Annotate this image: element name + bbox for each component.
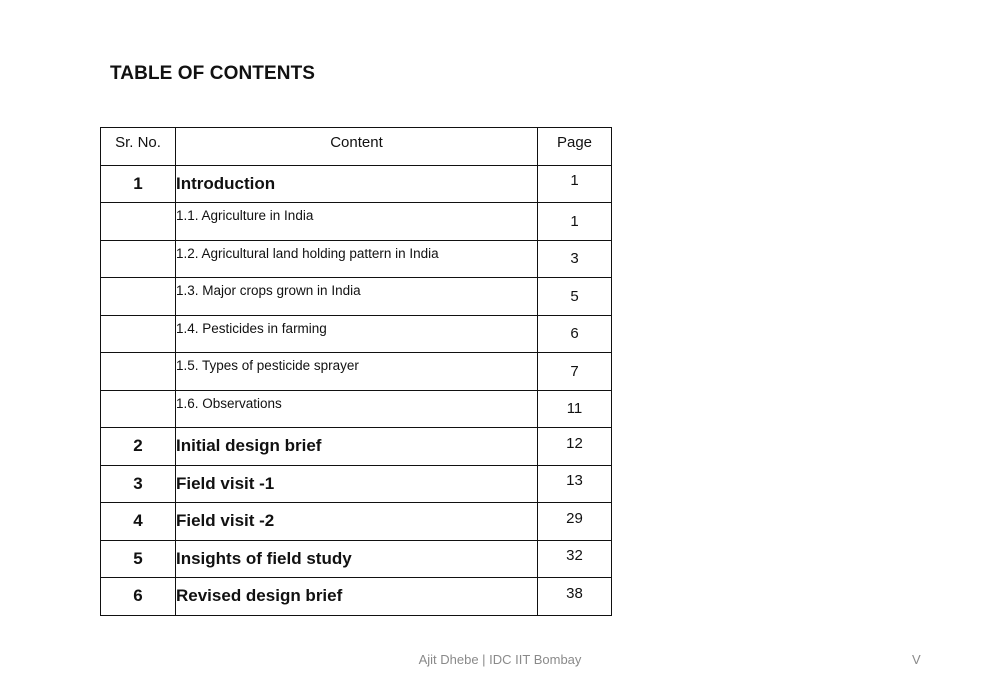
table-row: [101, 353, 612, 391]
table-row: [101, 390, 612, 428]
page-number-text: 3: [570, 250, 579, 268]
section-title: Field visit -1: [176, 473, 275, 493]
row-content-cell: [176, 428, 538, 466]
table-row: [101, 203, 612, 241]
row-sr-no: [101, 390, 176, 428]
table-row: [101, 240, 612, 278]
table-of-contents: [100, 127, 612, 616]
page-number-text: 5: [570, 287, 579, 305]
row-page-number: [538, 203, 612, 241]
header-sr-no: Sr. No.: [101, 128, 176, 166]
page-number-text: 13: [566, 472, 583, 490]
page-number-text: 32: [566, 547, 583, 565]
page-number-text: 1: [570, 212, 579, 230]
table-row: [101, 428, 612, 466]
row-page-number: [538, 165, 612, 203]
row-page-number: [538, 315, 612, 353]
subsection-title: 1.6. Observations: [176, 395, 282, 411]
header-content: Content: [176, 128, 538, 166]
subsection-title: 1.5. Types of pesticide sprayer: [176, 358, 359, 374]
row-content-cell: [176, 353, 538, 391]
row-page-number: [538, 540, 612, 578]
table-row: [101, 578, 612, 616]
row-sr-no: 1: [101, 165, 176, 203]
table-row: [101, 315, 612, 353]
subsection-title: 1.2. Agricultural land holding pattern in India: [176, 245, 439, 261]
row-content-cell: [176, 278, 538, 316]
row-page-number: [538, 428, 612, 466]
page-number-text: 6: [570, 325, 579, 343]
page-number-text: 1: [570, 172, 579, 190]
row-sr-no: [101, 315, 176, 353]
row-content-cell: [176, 578, 538, 616]
row-content-cell: [176, 503, 538, 541]
row-sr-no: 5: [101, 540, 176, 578]
table-row: [101, 165, 612, 203]
toc-body: [101, 165, 612, 615]
row-page-number: [538, 578, 612, 616]
page-number-text: 12: [566, 434, 583, 452]
table-header-row: [101, 128, 612, 166]
row-page-number: [538, 503, 612, 541]
page-number-text: 11: [566, 400, 583, 418]
row-content-cell: [176, 240, 538, 278]
row-page-number: [538, 240, 612, 278]
section-title: Insights of field study: [176, 548, 352, 568]
row-sr-no: [101, 203, 176, 241]
row-content-cell: [176, 390, 538, 428]
table-row: [101, 278, 612, 316]
row-content-cell: [176, 465, 538, 503]
page-number-text: 29: [566, 509, 583, 527]
row-page-number: [538, 278, 612, 316]
page-number-text: 7: [570, 362, 579, 380]
table-row: [101, 465, 612, 503]
row-page-number: [538, 353, 612, 391]
row-sr-no: 6: [101, 578, 176, 616]
page-number-text: 38: [566, 584, 583, 602]
page-title: TABLE OF CONTENTS: [110, 63, 316, 84]
row-page-number: [538, 390, 612, 428]
row-sr-no: 4: [101, 503, 176, 541]
row-sr-no: [101, 353, 176, 391]
table-row: [101, 540, 612, 578]
row-content-cell: [176, 203, 538, 241]
section-title: Initial design brief: [176, 436, 322, 456]
row-sr-no: 2: [101, 428, 176, 466]
row-content-cell: [176, 165, 538, 203]
row-content-cell: [176, 315, 538, 353]
footer-credit: Ajit Dhebe | IDC IIT Bombay: [418, 652, 582, 667]
footer-page-number: V: [912, 652, 921, 667]
header-page: Page: [538, 128, 612, 166]
section-title: Introduction: [176, 173, 276, 193]
row-content-cell: [176, 540, 538, 578]
section-title: Revised design brief: [176, 586, 343, 606]
subsection-title: 1.3. Major crops grown in India: [176, 283, 361, 299]
row-page-number: [538, 465, 612, 503]
subsection-title: 1.4. Pesticides in farming: [176, 320, 327, 336]
section-title: Field visit -2: [176, 511, 275, 531]
subsection-title: 1.1. Agriculture in India: [176, 208, 314, 224]
row-sr-no: [101, 278, 176, 316]
row-sr-no: 3: [101, 465, 176, 503]
row-sr-no: [101, 240, 176, 278]
table-row: [101, 503, 612, 541]
